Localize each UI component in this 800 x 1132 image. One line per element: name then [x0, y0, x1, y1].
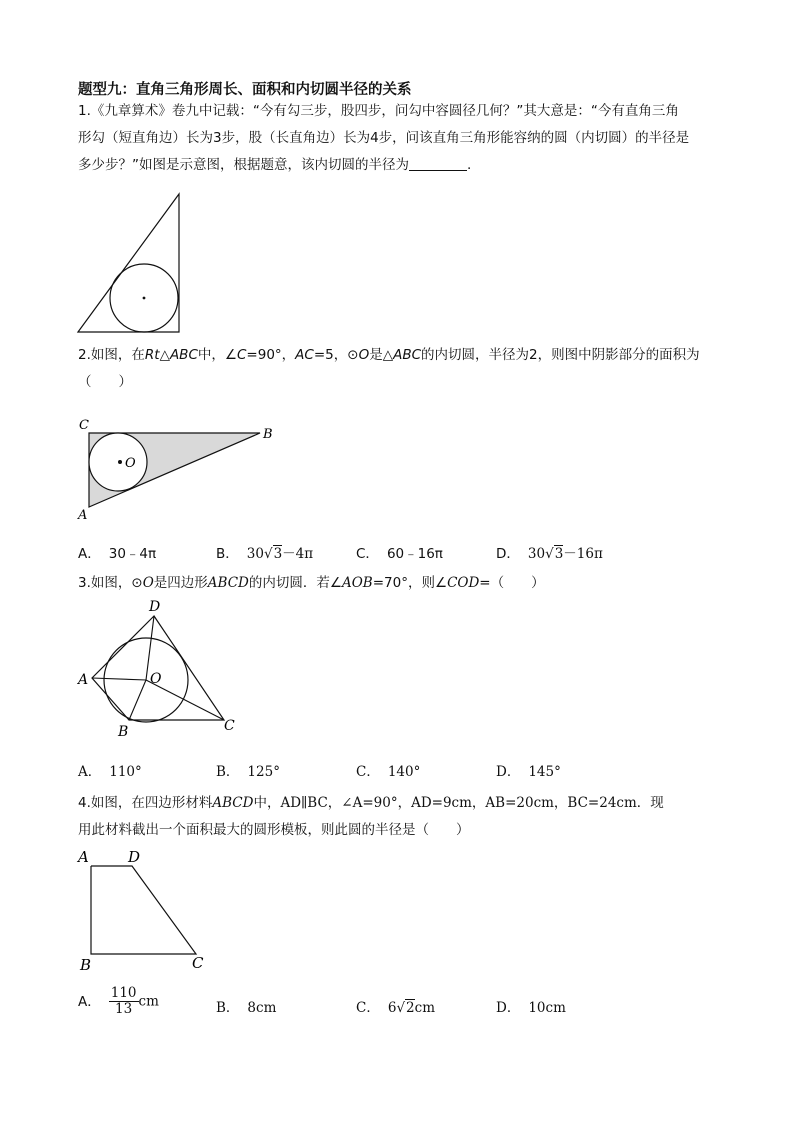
q2-option-b-label: B． — [216, 546, 239, 562]
q4-option-c-label: C． — [356, 1000, 380, 1016]
q4-option-a-label: A． — [78, 993, 101, 1010]
q2-option-d[interactable] — [496, 542, 603, 562]
q3-option-b-text: 125° — [247, 764, 280, 780]
q2-option-d-expr: 30√3－16π — [527, 546, 603, 562]
q2-text-2: 中，∠ — [197, 347, 237, 363]
q2-text-5: 是△ — [369, 347, 394, 363]
q2-ac: AC — [295, 347, 314, 363]
q3-segment-oa — [92, 678, 146, 680]
q3-option-b-label: B． — [216, 764, 240, 780]
q1-text-end: . — [467, 157, 472, 173]
q3-label-a: A — [78, 672, 89, 688]
question-2 — [78, 342, 728, 396]
q3-figure — [74, 596, 244, 742]
q3-o: O — [142, 575, 154, 591]
q3-option-a-label: A． — [78, 764, 102, 780]
q3-text-5: =（ ） — [479, 575, 545, 591]
q2-center-dot — [118, 460, 122, 464]
q1-center-dot — [143, 297, 146, 300]
q1-number: 1. — [78, 103, 91, 119]
q3-abcd: ABCD — [207, 575, 249, 591]
q2-option-b-pre: 30 — [246, 546, 264, 562]
q4-line-2: 用此材料截出一个面积最大的圆形模板，则此圆的半径是（ ） — [78, 822, 470, 838]
q2-text-4: =5，⊙ — [313, 347, 359, 363]
q4-label-d: D — [128, 848, 141, 866]
q4-option-c-pre: 6 — [387, 1000, 397, 1016]
q3-option-d-text: 145° — [528, 764, 561, 780]
question-3 — [78, 570, 728, 597]
q2-c: C — [236, 347, 247, 363]
q4-option-d[interactable] — [496, 996, 566, 1016]
q4-label-c: C — [192, 954, 204, 972]
q3-option-d[interactable] — [496, 760, 561, 780]
q4-option-b[interactable] — [216, 996, 276, 1016]
q4-option-c-unit: cm — [414, 1000, 436, 1016]
q3-segment-ob — [129, 680, 146, 720]
q2-label-a: A — [78, 508, 88, 523]
q2-paren: （ ） — [78, 374, 132, 390]
q2-option-c-text: 60﹣16π — [386, 546, 443, 562]
q3-label-d: D — [149, 599, 161, 615]
q2-abc: ABC — [393, 347, 422, 363]
q3-line-1 — [78, 570, 728, 597]
q3-label-o: O — [150, 671, 162, 687]
q1-line-2: 形勾（短直角边）长为3步，股（长直角边）长为4步，问该直角三角形能容纳的圆（内切圆）的半径是 — [78, 130, 690, 146]
q2-option-d-pre: 30 — [527, 546, 546, 562]
q1-line-3 — [78, 152, 728, 179]
q3-text-2: 是四边形 — [153, 575, 208, 591]
q2-option-d-post: －16π — [563, 546, 603, 562]
q4-text-3: ．现 — [636, 795, 664, 811]
section-title: 题型九：直角三角形周长、面积和内切圆半径的关系 — [78, 82, 412, 98]
q3-option-a-text: 110° — [109, 764, 142, 780]
q2-text-1: 如图，在 — [90, 347, 145, 363]
q3-text-4: =70°，则∠ — [372, 575, 448, 591]
q3-number: 3. — [78, 575, 91, 591]
q2-option-b-post: －4π — [282, 546, 314, 562]
q2-text-3: =90°， — [246, 347, 296, 363]
q4-option-a-denominator: 13 — [115, 1001, 133, 1017]
q2-text-6: 的内切圆，半径为2，则图中阴影部分的面积为 — [421, 347, 700, 363]
q1-triangle-figure — [70, 188, 190, 338]
q4-label-a: A — [78, 848, 89, 866]
q4-abcd: ABCD — [212, 795, 254, 811]
question-1 — [78, 98, 728, 179]
q3-option-b[interactable] — [216, 760, 280, 780]
q2-option-d-label: D． — [496, 546, 520, 562]
q3-aob: AOB — [341, 575, 373, 591]
q3-cod: COD — [447, 575, 480, 591]
q1-triangle — [78, 194, 179, 332]
q4-option-b-text: 8cm — [247, 1000, 277, 1016]
q3-text-1: 如图，⊙ — [90, 575, 143, 591]
q2-option-b-rad: 3 — [273, 546, 283, 562]
q4-option-a-numerator: 110 — [110, 985, 137, 1001]
q2-option-d-rad: 3 — [554, 546, 564, 562]
q2-label-o: O — [125, 456, 136, 471]
q3-label-c: C — [224, 718, 235, 734]
q3-option-c-label: C． — [356, 764, 380, 780]
q4-option-a-fraction — [109, 986, 139, 1017]
q4-option-c-rad: 2 — [406, 1000, 415, 1016]
q2-option-b-expr: 30√3－4π — [246, 546, 314, 562]
q4-conditions: AD∥BC，∠A=90°，AD=9cm，AB=20cm，BC=24cm — [280, 795, 637, 811]
q2-figure — [74, 415, 284, 523]
q4-option-d-label: D． — [496, 1000, 521, 1016]
q3-option-c-text: 140° — [387, 764, 421, 780]
q2-o: O — [358, 347, 370, 363]
q4-option-a[interactable] — [78, 986, 159, 1017]
q2-rt: Rt△ABC — [144, 347, 198, 363]
q3-text-3: 的内切圆．若∠ — [248, 575, 342, 591]
q4-label-b: B — [80, 956, 92, 974]
q4-option-a-unit: cm — [138, 993, 159, 1010]
q2-option-c[interactable] — [356, 542, 443, 562]
q1-text-3: 多少步？”如图是示意图，根据题意，该内切圆的半径为 — [78, 157, 409, 173]
answer-blank[interactable] — [409, 156, 467, 171]
q3-label-b: B — [118, 724, 129, 740]
q3-option-d-label: D． — [496, 764, 521, 780]
q4-option-b-label: B． — [216, 1000, 240, 1016]
q3-option-c[interactable] — [356, 760, 420, 780]
q2-option-a-label: A． — [78, 546, 101, 562]
q1-line-1 — [78, 98, 728, 125]
question-4 — [78, 790, 728, 844]
q4-option-c[interactable]: C． 6√2cm — [356, 1000, 436, 1016]
q2-line-1 — [78, 342, 728, 369]
q2-option-c-label: C． — [356, 546, 379, 562]
q2-option-b[interactable] — [216, 542, 313, 562]
q4-line-1 — [78, 790, 728, 817]
q4-number: 4. — [78, 795, 91, 811]
q4-trapezoid — [91, 866, 196, 954]
q2-number: 2. — [78, 347, 91, 363]
q1-text-1: 《九章算术》卷九中记载：“今有勾三步，股四步，问勾中容圆径几何？”其大意是：“今有直角三角 — [90, 103, 679, 119]
q4-text-2: 中， — [253, 795, 281, 811]
q3-option-a[interactable] — [78, 760, 142, 780]
q2-label-c: C — [79, 418, 89, 433]
q2-option-a[interactable] — [78, 542, 156, 562]
q2-option-a-text: 30﹣4π — [108, 546, 157, 562]
q4-figure — [76, 846, 216, 974]
q4-option-d-text: 10cm — [528, 1000, 566, 1016]
q4-text-1: 如图，在四边形材料 — [90, 795, 213, 811]
q2-label-b: B — [263, 427, 273, 442]
